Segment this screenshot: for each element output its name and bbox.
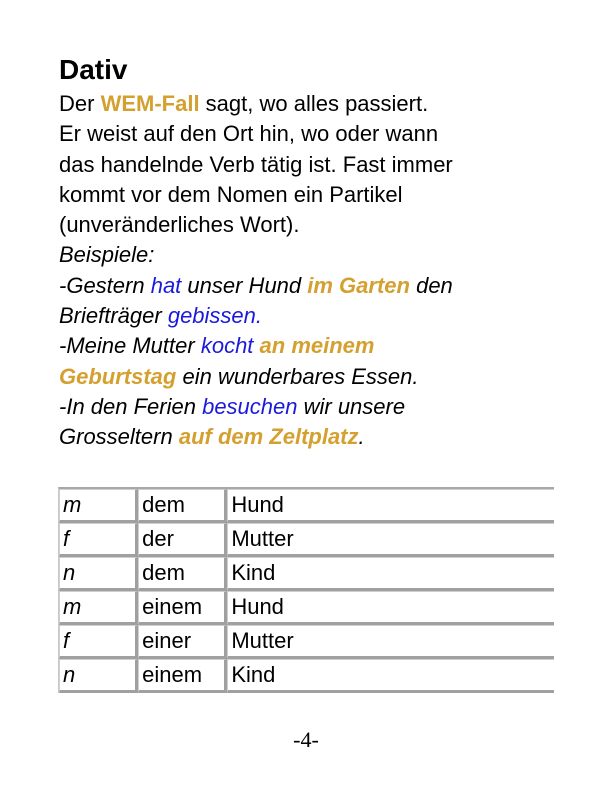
verb-highlight: gebissen.: [167, 303, 263, 329]
gender-cell: f: [59, 523, 138, 557]
noun-cell: Kind: [227, 557, 554, 591]
article-cell: dem: [138, 557, 227, 591]
example-text: Grosseltern: [59, 424, 179, 450]
example-text: den: [409, 272, 453, 298]
noun-cell: Hund: [227, 591, 554, 625]
intro-line-2: Er weist auf den Ort hin, wo oder wann: [59, 121, 439, 147]
table-row: [59, 489, 554, 523]
table-row: [59, 659, 554, 693]
gender-cell: n: [59, 659, 138, 693]
intro-line-5: (unveränderliches Wort).: [59, 212, 300, 238]
example-text: -In den Ferien: [59, 393, 203, 419]
example-text: -Meine Mutter: [59, 333, 201, 359]
verb-highlight: besuchen: [202, 393, 298, 419]
table-row: [59, 523, 554, 557]
dative-article-table: [58, 487, 554, 693]
example-text: ein wunderbares Essen.: [176, 363, 419, 389]
example-line-1: [59, 271, 559, 301]
table-row: [59, 557, 554, 591]
gender-cell: f: [59, 625, 138, 659]
noun-cell: Kind: [227, 659, 554, 693]
article-cell: dem: [138, 489, 227, 523]
intro-line-3: das handelnde Verb tätig ist. Fast immer: [59, 151, 453, 177]
noun-cell: Mutter: [227, 523, 554, 557]
example-line-4: [59, 362, 559, 392]
dative-phrase-highlight: Geburtstag: [59, 363, 177, 389]
table-row: [59, 625, 554, 659]
example-text: Briefträger: [59, 303, 168, 329]
example-text: unser Hund: [181, 272, 308, 298]
page-title: Dativ: [59, 54, 128, 85]
noun-cell: Hund: [227, 489, 554, 523]
examples-label: Beispiele:: [59, 242, 155, 268]
intro-line-1: [59, 89, 559, 119]
dative-phrase-highlight: auf dem Zeltplatz: [178, 424, 359, 450]
page-number: -4-: [293, 727, 319, 752]
example-text: -Gestern: [59, 272, 151, 298]
example-line-6: [59, 422, 559, 452]
example-line-3: [59, 331, 559, 361]
article-cell: einem: [138, 659, 227, 693]
example-line-2: [59, 301, 559, 331]
verb-highlight: kocht: [200, 333, 254, 359]
article-cell: einem: [138, 591, 227, 625]
intro-text: sagt, wo alles passiert.: [199, 91, 429, 116]
example-text: .: [358, 424, 365, 450]
gender-cell: m: [59, 489, 138, 523]
verb-highlight: hat: [150, 272, 182, 298]
article-cell: einer: [138, 625, 227, 659]
example-text: wir unsere: [297, 393, 406, 419]
gender-cell: n: [59, 557, 138, 591]
table-row: [59, 591, 554, 625]
example-line-5: [59, 392, 559, 422]
highlight-term: WEM-Fall: [100, 91, 200, 116]
intro-text: Der: [59, 91, 101, 116]
intro-line-4: kommt vor dem Nomen ein Partikel: [59, 181, 403, 207]
dative-phrase-highlight: an meinem: [259, 333, 375, 359]
text-body: [59, 89, 559, 453]
noun-cell: Mutter: [227, 625, 554, 659]
article-cell: der: [138, 523, 227, 557]
gender-cell: m: [59, 591, 138, 625]
dative-phrase-highlight: im Garten: [307, 272, 410, 298]
